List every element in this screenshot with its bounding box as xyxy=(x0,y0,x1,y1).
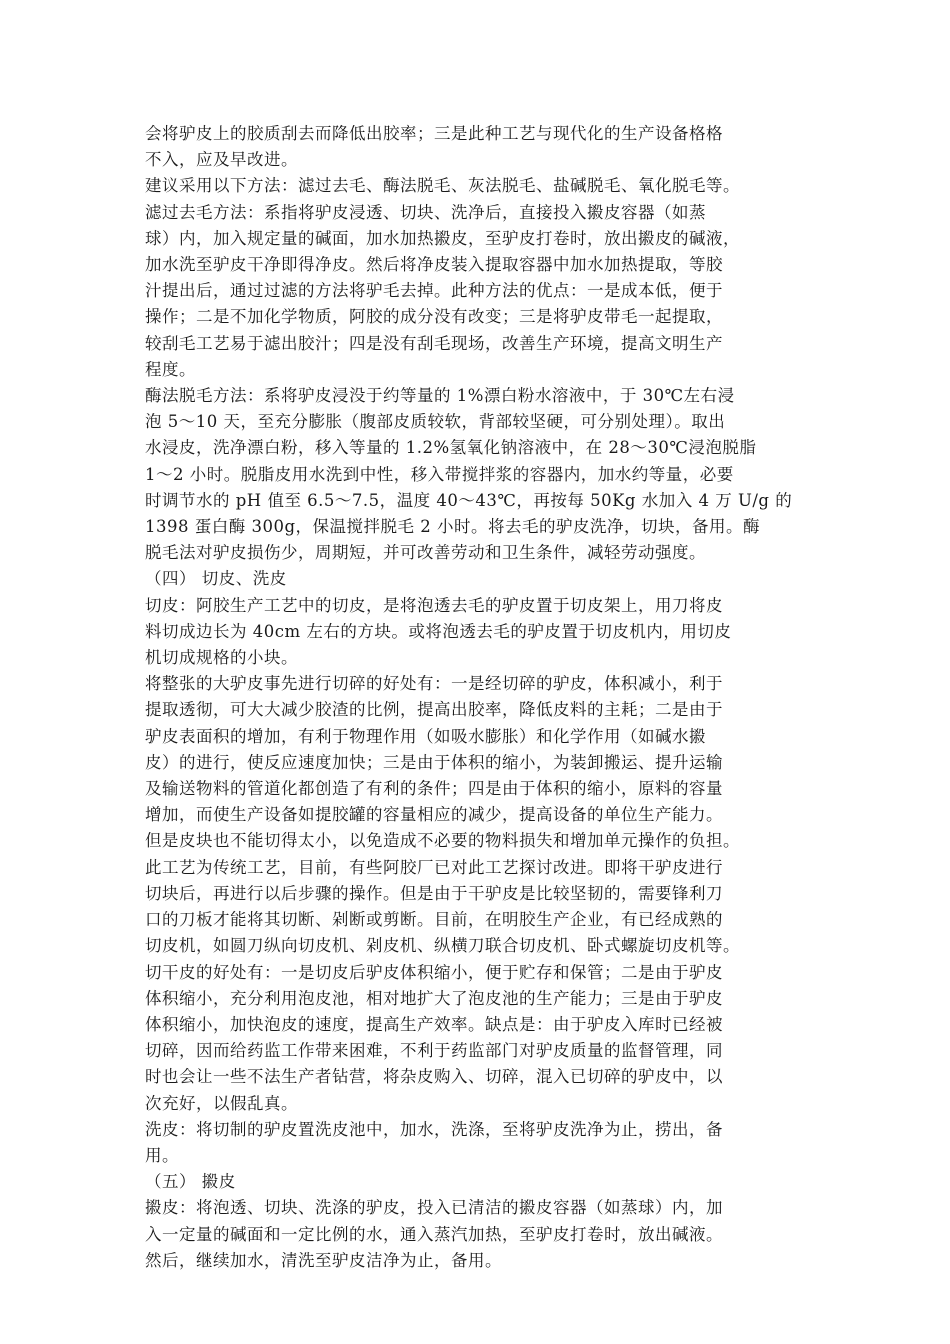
paragraph: 此工艺为传统工艺，目前，有些阿胶厂已对此工艺探讨改进。即将干驴皮进行 切块后，再进行以后步骤的操作。但是由于干驴皮是比较坚韧的，需要锋利刀 口的刀板才能将其切断、剁断或剪断。目前，在明胶生产企业，有已经成熟的 切皮机，如圆刀纵向切皮机、剁皮机、纵横刀联合切皮机、卧式螺旋切皮机等。 xyxy=(145,857,740,956)
paragraph: 酶法脱毛方法：系将驴皮浸没于约等量的 1%漂白粉水溶液中，于 30℃左右浸 泡 5～10 天，至充分膨胀（腹部皮质较软，背部较坚硬，可分别处理）。取出 水浸皮，洗净漂白粉，移入等量的 1.2%氢氧化钠溶液中，在 28～30℃浸泡脱脂 1～2 小时。脱脂皮用水洗到中性，移入带搅拌浆的容器内，加水约等量，必要 时调节水的 pH 值至 6.5～7.5，温度 40～43℃，再按每 50Kg 水加入 4 万 U/g 的 1398 蛋白酶 300g，保温搅拌脱毛 2 小时。将去毛的驴皮洗净，切块，备用。酶 脱毛法对驴皮损伤少，周期短，并可改善劳动和卫生条件，减轻劳动强度。 xyxy=(145,386,793,563)
paragraph: 滤过去毛方法：系指将驴皮浸透、切块、洗净后，直接投入摋皮容器（如蒸 球）内，加入规定量的碱面，加水加热摋皮，至驴皮打卷时，放出摋皮的碱液， 加水洗至驴皮干净即得净皮。然后将净皮装入提取容器中加水加热提取，等胶 汁提出后，通过过滤的方法将驴毛去掉。此种方法的优点：一是成本低，便于 操作；二是不加化学物质，阿胶的成分没有改变；三是将驴皮带毛一起提取， 较刮毛工艺易于滤出胶汁；四是没有刮毛现场，改善生产环境，提高文明生产 程度。 xyxy=(145,202,740,379)
document-body xyxy=(145,121,815,1274)
paragraph: 但是皮块也不能切得太小，以免造成不必要的物料损失和增加单元操作的负担。 xyxy=(145,831,740,851)
paragraph: 摋皮：将泡透、切块、洗涤的驴皮，投入已清洁的摋皮容器（如蒸球）内，加 入一定量的碱面和一定比例的水，通入蒸汽加热，至驴皮打卷时，放出碱液。 然后，继续加水，清洗至驴皮洁净为止，备用。 xyxy=(145,1198,723,1270)
paragraph: 切皮：阿胶生产工艺中的切皮，是将泡透去毛的驴皮置于切皮架上，用刀将皮 料切成边长为 40cm 左右的方块。或将泡透去毛的驴皮置于切皮机内，用切皮 机切成规格的小块。 xyxy=(145,595,732,668)
section-heading-5: （五） 摋皮 xyxy=(145,1172,236,1192)
paragraph: 切干皮的好处有：一是切皮后驴皮体积缩小，便于贮存和保管；二是由于驴皮 体积缩小，充分利用泡皮池，相对地扩大了泡皮池的生产能力；三是由于驴皮 体积缩小，加快泡皮的速度，提高生产效率。缺点是：由于驴皮入库时已经被 切碎，因而给药监工作带来困难，不利于药监部门对驴皮质量的监督管理，同 时也会让一些不法生产者钻营，将杂皮购入、切碎，混入已切碎的驴皮中，以 次充好，以假乱真。 xyxy=(145,962,723,1113)
paragraph: 洗皮：将切制的驴皮置洗皮池中，加水，洗涤，至将驴皮洗净为止，捞出，备 用。 xyxy=(145,1119,723,1165)
paragraph: 会将驴皮上的胶质刮去而降低出胶率；三是此种工艺与现代化的生产设备格格 不入，应及早改进。 xyxy=(145,124,723,170)
section-heading-4: （四） 切皮、洗皮 xyxy=(145,569,287,589)
paragraph: 建议采用以下方法：滤过去毛、酶法脱毛、灰法脱毛、盐碱脱毛、氧化脱毛等。 xyxy=(145,176,740,196)
paragraph: 将整张的大驴皮事先进行切碎的好处有：一是经切碎的驴皮，体积减小，利于 提取透彻，可大大减少胶渣的比例，提高出胶率，降低皮料的主耗；二是由于 驴皮表面积的增加，有利于物理作用（如吸水膨胀）和化学作用（如碱水摋 皮）的进行，使反应速度加快；三是由于体积的缩小，为装卸搬运、提升运输 及输送物料的管道化都创造了有利的条件；四是由于体积的缩小，原料的容量 增加，而使生产设备如提胶罐的容量相应的减少，提高设备的单位生产能力。 xyxy=(145,674,723,825)
